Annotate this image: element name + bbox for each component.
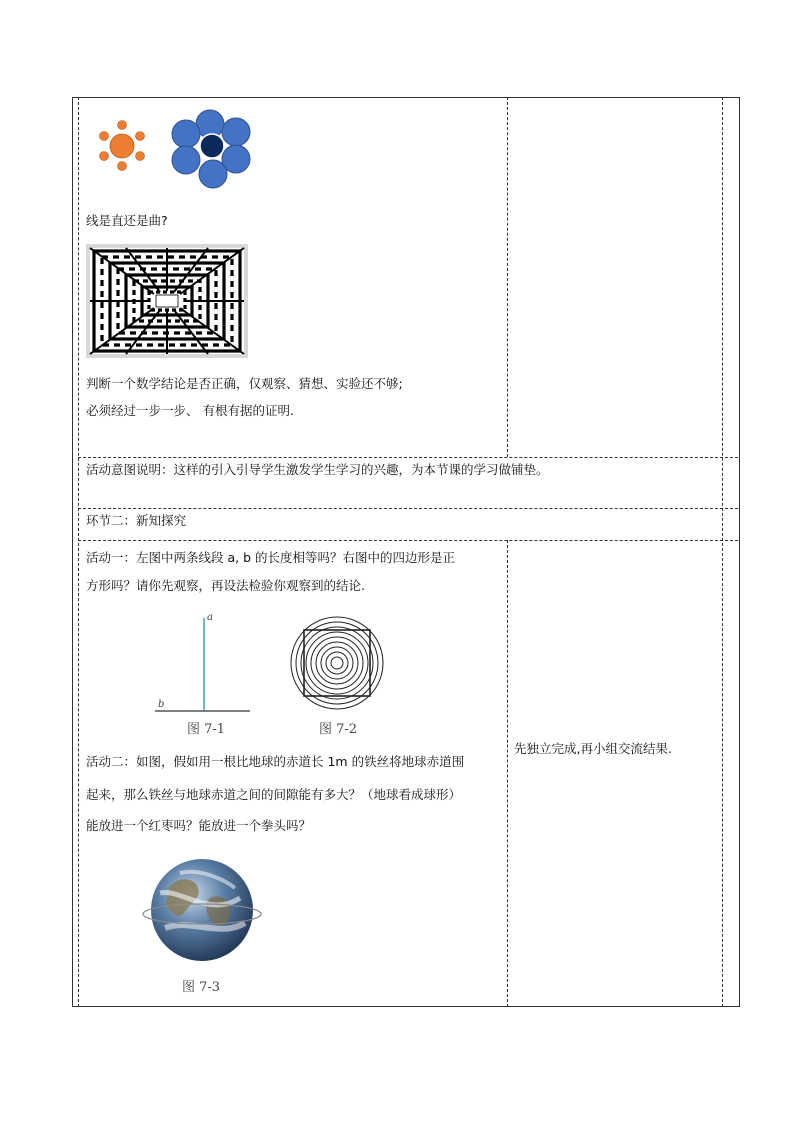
blue-circle-group xyxy=(172,110,250,188)
row-divider-1 xyxy=(78,457,738,458)
intent-description: 活动意图说明：这样的引入引导学生激发学生学习的兴趣，为本节课的学习做铺垫。 xyxy=(86,462,549,477)
figure-7-1-caption: 图 7-1 xyxy=(187,722,226,737)
right-column-note: 先独立完成,再小组交流结果. xyxy=(514,741,672,756)
tunnel-illusion-image xyxy=(86,244,248,358)
conclusion-line-1: 判断一个数学结论是否正确，仅观察、猜想、实验还不够; xyxy=(86,376,403,391)
label-b: b xyxy=(158,699,165,710)
section-heading: 环节二：新知探究 xyxy=(86,513,187,528)
column-divider-bottom xyxy=(507,540,508,1007)
table-left-inner-border xyxy=(78,97,79,1007)
row-divider-3 xyxy=(78,540,738,541)
row-divider-2 xyxy=(78,508,738,509)
square-outline xyxy=(304,630,370,696)
figure-7-2-caption: 图 7-2 xyxy=(319,722,358,737)
conclusion-line-2: 必须经过一步一步、 有根有据的证明. xyxy=(86,403,294,418)
column-divider-top xyxy=(507,97,508,457)
activity1-line-2: 方形吗？请你先观察，再设法检验你观察到的结论. xyxy=(86,578,365,593)
table-right-border xyxy=(722,97,723,1007)
table-left-border xyxy=(72,97,73,1007)
figure-7-3-earth-with-wire xyxy=(140,858,265,973)
table-bottom-border xyxy=(72,1006,739,1007)
activity2-line-1: 活动二：如图，假如用一根比地球的赤道长 1m 的铁丝将地球赤道围 xyxy=(86,754,465,769)
activity2-line-3: 能放进一个红枣吗？能放进一个拳头吗？ xyxy=(86,818,312,833)
activity1-line-1: 活动一：左图中两条线段 a, b 的长度相等吗？右图中的四边形是正 xyxy=(86,550,455,565)
ebbinghaus-illusion-figure xyxy=(92,104,262,190)
activity2-line-2: 起来，那么铁丝与地球赤道之间的间隙能有多大？（地球看成球形） xyxy=(86,787,462,802)
table-top-border xyxy=(72,97,739,98)
orange-circle-group xyxy=(100,121,145,171)
figure-7-2-concentric-circles xyxy=(289,615,385,711)
table-right-outer-border xyxy=(739,97,740,1007)
figure-7-3-caption: 图 7-3 xyxy=(182,980,221,995)
question-text: 线是直还是曲? xyxy=(86,213,168,228)
label-a: a xyxy=(207,612,213,623)
